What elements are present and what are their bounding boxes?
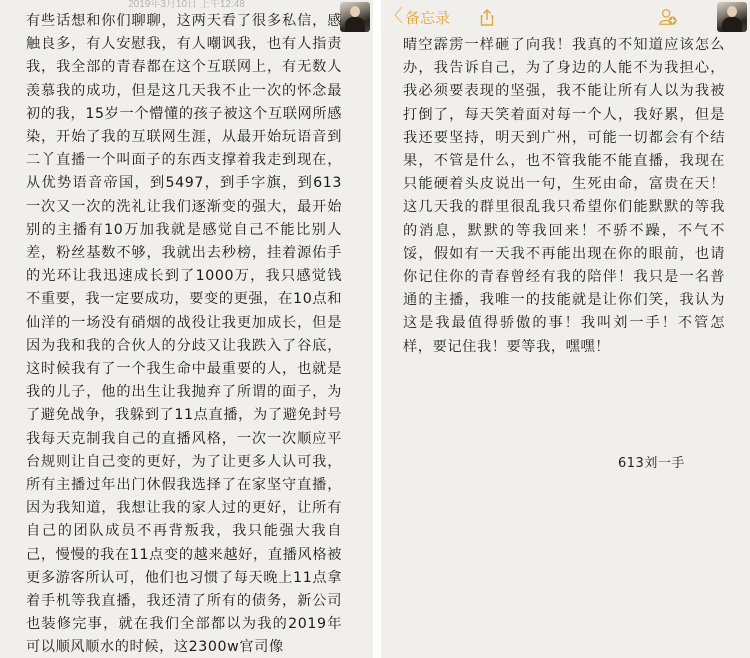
chevron-left-icon: 〈 [385,6,403,27]
status-bar-time: 2019年3月10日 上午12:48 [128,0,245,10]
avatar-face [727,6,737,17]
avatar-body [722,17,742,32]
back-button-label: 备忘录 [405,8,451,27]
notes-toolbar [381,4,750,30]
notes-screen-right [381,0,750,658]
avatar-face [350,6,360,17]
user-avatar[interactable] [717,2,747,32]
note-body-text[interactable]: 晴空霹雳一样砸了向我！我真的不知道应该怎么办，我告诉自己，为了身边的人能不为我担心，我必须要表现的坚强，我不能让所有人以为我被打倒了，每天笑着面对每一个人，我好累，但是我还要坚持，明天到广州，可能一切都会有个结果，不管是什么，也不管我能不能直播，我现在只能硬着头皮说出一句，生死由命，富贵在天！这几天我的群里很乱我只希望你们能默默的等我的消息，默默的等我回来！不骄不躁，不气不馁，假如有一天我不再能出现在你的眼前，也请你记住你的青春曾经有我的陪伴！我只是一名普通的主播，我唯一的技能就是让你们笑，我认为这是我最值得骄傲的事！我叫刘一手！不管怎样，要记住我！要等我，嘿嘿！ [403,37,725,355]
back-to-notes-button[interactable] [385,4,450,30]
notes-screen-left [0,0,373,658]
note-signature: 613刘一手 [618,456,685,471]
share-icon[interactable] [477,7,497,27]
user-avatar[interactable] [340,2,370,32]
avatar-body [345,17,365,32]
add-people-icon[interactable] [658,7,678,27]
note-body-text[interactable]: 有些话想和你们聊聊，这两天看了很多私信，感触良多，有人安慰我，有人嘲讽我，也有人指责我，我全部的青春都在这个互联网上，有无数人羡慕我的成功，但是这几天我不止一次的怀念最初的我，15岁一个懵懂的孩子被这个互联网所感染，开始了我的互联网生涯，从最开始玩语音到二丫直播一个叫面子的东西支撑着我走到现在，从优势语音帝国，到5497，到手字旗，到613一次又一次的洗礼让我们逐渐变的强大，最开始别的主播有10万加我就是感觉自己不能比别人差，粉丝基数不够，我就出去秒榜，挂着源佑手的光环让我迅速成长到了1000万，我只感觉钱不重要，我一定要成功，要变的更强，在10点和仙洋的一场没有硝烟的战役让我更加成长，但是因为我和我的合伙人的分歧又让我跌入了谷底，这时候我有了一个我生命中最重要的人，也就是我的儿子，他的出生让我抛弃了所谓的面子，为了避免战争，我躲到了11点直播，为了避免封号我每天克制我自己的直播风格，一次一次顺应平台规则让自己变的更好，为了让更多人认可我，所有主播过年出门休假我选择了在家坚守直播，因为我知道，我想让我的家人过的更好，让所有自己的团队成员不再背叛我，我只能强大我自己，慢慢的我在11点变的越来越好，直播风格被更多游客所认可，他们也习惯了每天晚上11点拿着手机等我直播，我还清了所有的债务，新公司也装修完事，就在我们全部都以为我的2019年可以顺风顺水的时候，这2300w官司像 [26,13,342,656]
